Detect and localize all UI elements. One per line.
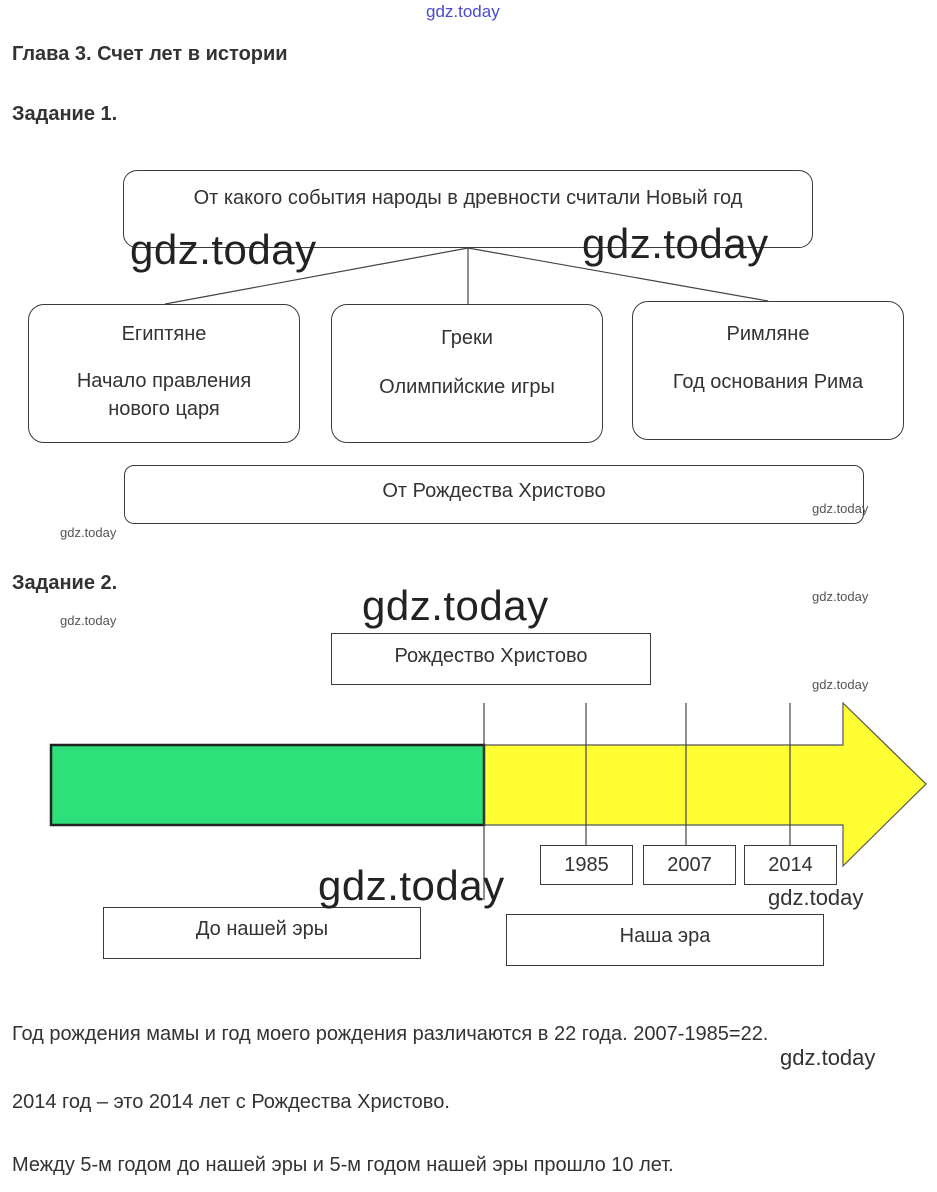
year-box-2007 xyxy=(643,845,736,885)
watermark-5: gdz.today xyxy=(60,613,117,628)
greeks-label: Греки xyxy=(441,327,493,349)
task2-heading: Задание 2. xyxy=(12,572,118,594)
watermark-11: gdz.today xyxy=(780,1045,876,1070)
watermark-top: gdz.today xyxy=(426,2,500,21)
romans-label: Римляне xyxy=(726,323,810,345)
watermark-8: gdz.today xyxy=(362,582,549,629)
answer-2: 2014 год – это 2014 лет с Рождества Христово. xyxy=(12,1091,450,1113)
question-text: От какого события народы в древности считали Новый год xyxy=(193,187,743,209)
watermark-4: gdz.today xyxy=(812,501,869,516)
chapter-title: Глава 3. Счет лет в истории xyxy=(12,43,288,65)
answer-3: Между 5-м годом до нашей эры и 5-м годом нашей эры прошло 10 лет. xyxy=(12,1154,674,1176)
answer-1: Год рождения мамы и год моего рождения различаются в 22 года. 2007-1985=22. xyxy=(12,1023,769,1045)
greeks-answer: Олимпийские игры xyxy=(379,376,555,398)
ce-text: Наша эра xyxy=(619,925,711,947)
year-box-2014 xyxy=(744,845,837,885)
watermark-6: gdz.today xyxy=(812,589,869,604)
watermark-3: gdz.today xyxy=(60,525,117,540)
christ-birth-text: От Рождества Христово xyxy=(382,480,606,502)
watermark-7: gdz.today xyxy=(812,677,869,692)
egyptians-answer-line2: нового царя xyxy=(108,398,220,420)
watermark-1: gdz.today xyxy=(130,226,317,273)
year-box-1985 xyxy=(540,845,633,885)
event-text: Рождество Христово xyxy=(394,645,588,667)
year-2007-text: 2007 xyxy=(667,854,712,876)
watermark-2: gdz.today xyxy=(582,220,769,267)
timeline-bce-bar xyxy=(51,745,484,825)
timeline-ce-arrow xyxy=(484,703,926,866)
watermark-9: gdz.today xyxy=(318,862,505,909)
task1-heading: Задание 1. xyxy=(12,103,118,125)
bce-text: До нашей эры xyxy=(195,918,329,940)
bce-box xyxy=(103,907,421,959)
egyptians-answer-line1: Начало правления xyxy=(76,370,252,392)
romans-answer: Год основания Рима xyxy=(672,371,864,393)
watermark-10: gdz.today xyxy=(768,885,864,910)
ce-box xyxy=(506,914,824,966)
year-1985-text: 1985 xyxy=(564,854,609,876)
egyptians-label: Египтяне xyxy=(121,323,207,345)
year-2014-text: 2014 xyxy=(768,854,813,876)
